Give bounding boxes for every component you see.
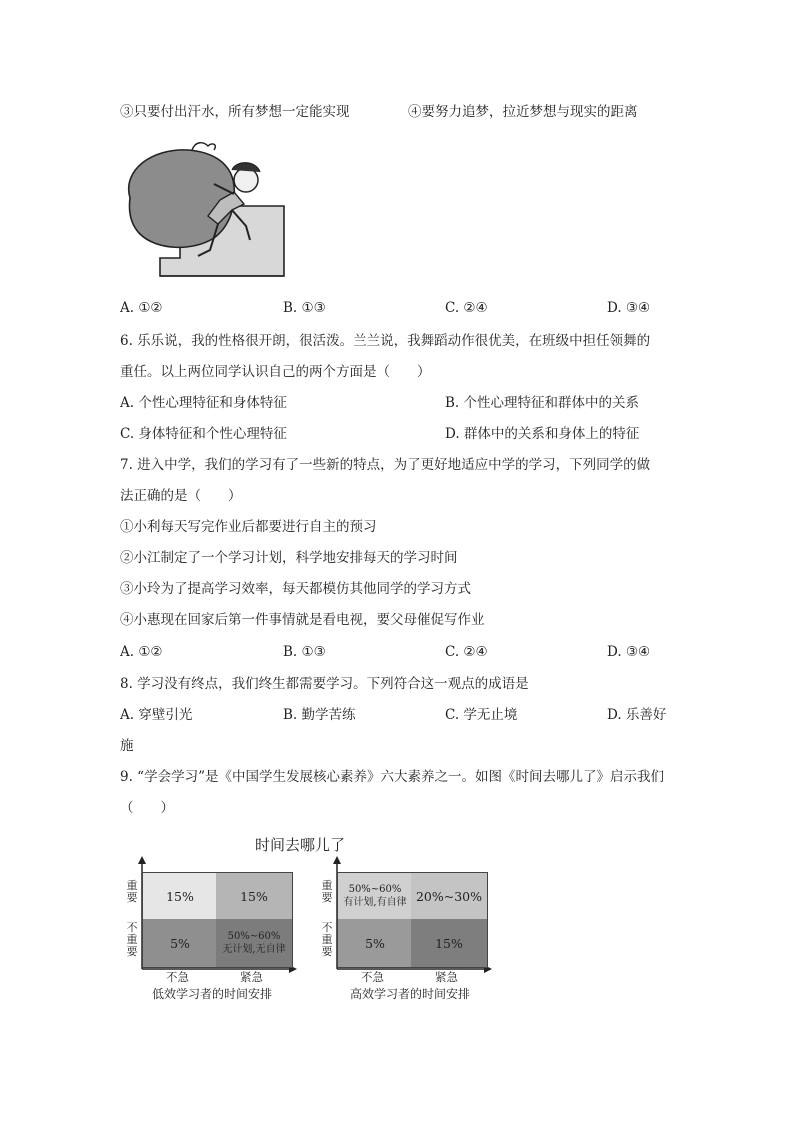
q5-item-3: ③只要付出汗水，所有梦想一定能实现 (120, 104, 350, 120)
q5-option-b: B. ①③ (283, 300, 326, 316)
low-y-not-important: 不重要 (126, 921, 138, 958)
q6-line-2: 重任。以上两位同学认识自己的两个方面是（ ） (120, 364, 431, 380)
figure-title: 时间去哪儿了 (255, 836, 346, 854)
high-y-not-important: 不重要 (321, 921, 333, 958)
q7-line-2: 法正确的是（ ） (120, 488, 242, 504)
low-x-not-urgent: 不急 (166, 970, 189, 984)
q8-option-d: D. 乐善好 (607, 707, 667, 723)
q6-option-d: D. 群体中的关系和身体上的特征 (445, 426, 640, 442)
high-cell-important-urgent-value: 20%~30% (415, 888, 483, 904)
q8-option-c: C. 学无止境 (445, 707, 518, 723)
q7-item-1: ①小利每天写完作业后都要进行自主的预习 (120, 519, 377, 535)
q8-line-1: 8. 学习没有终点，我们终生都需要学习。下列符合这一观点的成语是 (120, 676, 529, 692)
q7-option-d: D. ③④ (607, 644, 651, 660)
q8-option-d-overflow: 施 (120, 738, 134, 754)
q7-item-4: ④小惠现在回家后第一件事情就是看电视，要父母催促写作业 (120, 612, 485, 628)
low-cell-not-important-urgent (216, 919, 293, 968)
q6-line-1: 6. 乐乐说，我的性格很开朗，很活泼。兰兰说，我舞蹈动作很优美，在班级中担任领舞的 (120, 333, 651, 349)
high-caption: 高效学习者的时间安排 (350, 987, 471, 1001)
q8-option-a: A. 穿壁引光 (120, 707, 193, 723)
high-cell-important-urgent (411, 872, 488, 920)
low-cell-important-urgent (216, 872, 293, 920)
q7-option-c: C. ②④ (445, 644, 488, 660)
low-x-urgent: 紧急 (240, 970, 263, 984)
high-cell-important-not-urgent (337, 872, 413, 920)
q7-option-b: B. ①③ (283, 644, 326, 660)
q5-option-c: C. ②④ (445, 300, 488, 316)
high-cell-important-not-urgent-note: 有计划,有自律 (343, 897, 407, 908)
q6-option-a: A. 个性心理特征和身体特征 (120, 395, 287, 411)
high-x-urgent: 紧急 (435, 970, 458, 984)
high-cell-important-not-urgent-value: 50%~60% (348, 884, 402, 895)
q6-option-c: C. 身体特征和个性心理特征 (120, 426, 287, 442)
low-y-important: 重要 (126, 879, 138, 904)
q8-option-b: B. 勤学苦练 (283, 707, 356, 723)
q7-line-1: 7. 进入中学，我们的学习有了一些新的特点，为了更好地适应中学的学习，下列同学的做 (120, 457, 651, 473)
low-cell-not-important-urgent-value: 50%~60% (227, 931, 281, 942)
sack-on-stairs-illustration (122, 140, 288, 280)
q5-item-4: ④要努力追梦，拉近梦想与现实的距离 (408, 104, 638, 120)
q9-line-2: （ ） (120, 800, 174, 816)
low-cell-important-urgent-value: 15% (240, 888, 268, 904)
q7-item-3: ③小玲为了提高学习效率，每天都模仿其他同学的学习方式 (120, 581, 471, 597)
q7-item-2: ②小江制定了一个学习计划，科学地安排每天的学习时间 (120, 550, 458, 566)
low-caption: 低效学习者的时间安排 (152, 987, 273, 1001)
low-cell-not-important-not-urgent-value: 5% (170, 935, 190, 951)
q5-option-a: A. ①② (120, 300, 163, 316)
low-cell-important-not-urgent (142, 872, 218, 920)
high-cell-not-important-urgent (411, 919, 488, 968)
q6-option-b: B. 个性心理特征和群体中的关系 (445, 395, 640, 411)
low-cell-important-not-urgent-value: 15% (166, 888, 194, 904)
high-y-important: 重要 (321, 879, 333, 904)
q5-option-d: D. ③④ (607, 300, 651, 316)
q7-option-a: A. ①② (120, 644, 163, 660)
low-cell-not-important-urgent-note: 无计划,无自律 (222, 944, 286, 955)
high-x-not-urgent: 不急 (361, 970, 384, 984)
high-cell-not-important-not-urgent-value: 5% (365, 935, 385, 951)
high-cell-not-important-urgent-value: 15% (435, 935, 463, 951)
q9-line-1: 9. “学会学习”是《中国学生发展核心素养》六大素养之一。如图《时间去哪儿了》启示我们 (120, 769, 664, 785)
low-cell-not-important-not-urgent (142, 919, 218, 968)
high-cell-not-important-not-urgent (337, 919, 413, 968)
